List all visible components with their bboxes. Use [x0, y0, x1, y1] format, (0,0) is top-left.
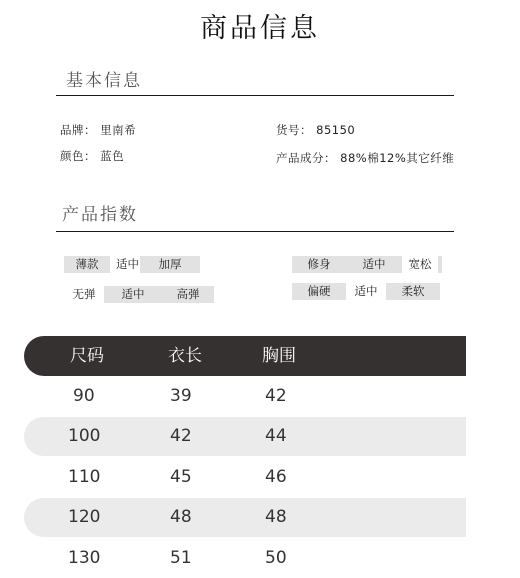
size-cell: 120 [68, 507, 101, 527]
table-row [24, 498, 466, 537]
page-title: 商品信息 [200, 13, 320, 44]
length-cell: 42 [170, 426, 192, 446]
thickness-scale [64, 256, 200, 273]
chest-cell: 44 [265, 426, 287, 446]
fit-option-loose: 宽松 [402, 256, 438, 273]
elasticity-option-high: 高弹 [162, 286, 214, 303]
column-length-header: 衣长 [168, 346, 202, 366]
chest-cell: 50 [265, 548, 287, 568]
thickness-option-thin: 薄款 [64, 256, 110, 273]
table-row [24, 458, 466, 497]
thickness-option-medium: 适中 [110, 256, 140, 273]
length-cell: 45 [170, 467, 192, 487]
product-index-divider [56, 231, 454, 232]
color-field: 颜色： 蓝色 [60, 149, 125, 163]
fit-scale-end [438, 256, 442, 273]
elasticity-option-none: 无弹 [64, 286, 104, 303]
basic-info-heading: 基本信息 [66, 71, 142, 91]
product-index-heading: 产品指数 [62, 205, 138, 225]
item-number-field: 货号： 85150 [276, 123, 356, 137]
chest-cell: 42 [265, 386, 287, 406]
size-cell: 130 [68, 548, 101, 568]
length-cell: 51 [170, 548, 192, 568]
softness-scale [292, 283, 440, 300]
elasticity-scale [64, 286, 214, 303]
elasticity-option-medium: 适中 [104, 286, 162, 303]
table-row [24, 539, 466, 578]
size-cell: 110 [68, 467, 101, 487]
chest-cell: 48 [265, 507, 287, 527]
column-chest-header: 胸围 [262, 346, 296, 366]
size-cell: 90 [73, 386, 95, 406]
softness-option-hard: 偏硬 [292, 283, 346, 300]
length-cell: 39 [170, 386, 192, 406]
size-table-header [24, 336, 466, 376]
table-row [24, 417, 466, 456]
fit-option-slim: 修身 [292, 256, 346, 273]
basic-info-divider [56, 95, 454, 96]
column-size-header: 尺码 [70, 346, 104, 366]
size-cell: 100 [68, 426, 101, 446]
softness-option-soft: 柔软 [386, 283, 440, 300]
chest-cell: 46 [265, 467, 287, 487]
composition-field: 产品成分： 88%棉12%其它纤维 [276, 151, 455, 165]
brand-field: 品牌： 里南希 [60, 123, 137, 137]
length-cell: 48 [170, 507, 192, 527]
softness-option-medium: 适中 [346, 283, 386, 300]
thickness-option-thick: 加厚 [140, 256, 200, 273]
table-row [24, 377, 466, 416]
fit-option-regular: 适中 [346, 256, 402, 273]
fit-scale [292, 256, 442, 273]
